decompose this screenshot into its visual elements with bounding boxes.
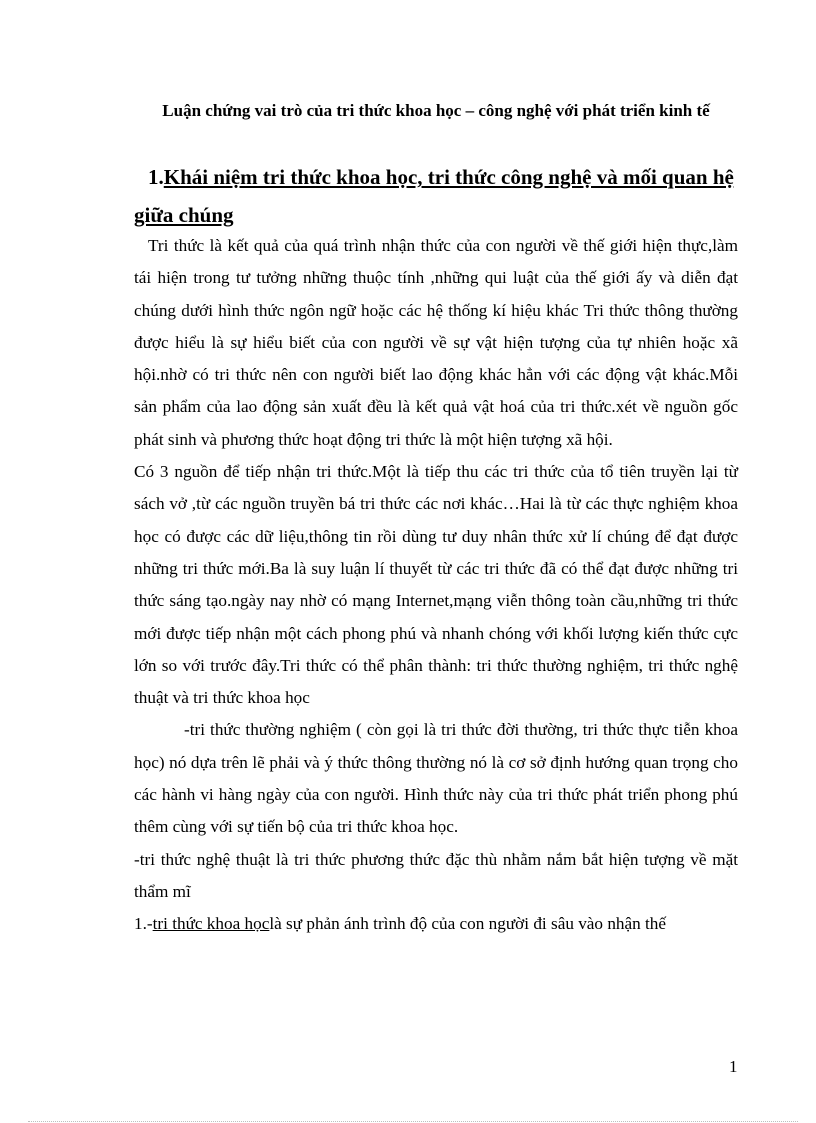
section-heading-number: 1. xyxy=(148,165,164,189)
document-title: Luận chứng vai trò của tri thức khoa học – công nghệ với phát triển kinh tế xyxy=(162,101,710,120)
paragraph-scientific-knowledge xyxy=(134,908,738,940)
paragraph-artistic-knowledge: -tri thức nghệ thuật là tri thức phương thức đặc thù nhằm nắm bắt hiện tượng về mặt thẩm mĩ xyxy=(134,849,738,901)
paragraph-knowledge-definition: Tri thức là kết quả của quá trình nhận thức của con người về thế giới hiện thực,làm tái hiện trong tư tưởng những thuộc tính ,những qui luật của thế giới ấy và diễn đạt chúng dưới hình thức ngôn ngữ hoặc các hệ thống kí hiệu khác Tri thức thông thường được hiểu là sự hiểu biết của con người về sự vật hiện tượng của tự nhiên hoặc xã hội.nhờ có tri thức nên con người biết lao động khác hẳn với các động vật khác.Mỗi sản phẩm của lao động sản xuất đều là kết quả vật hoá của tri thức.xét về nguồn gốc phát sinh và phương thức hoạt động tri thức là một hiện tượng xã hội. xyxy=(134,236,738,449)
page-number: 1 xyxy=(729,1057,738,1076)
scientific-knowledge-prefix: 1.- xyxy=(134,914,153,934)
section-heading-text: Khái niệm tri thức khoa học, tri thức công nghệ và mối quan hệ giữa chúng xyxy=(134,165,734,227)
paragraph-empirical-knowledge: -tri thức thường nghiệm ( còn gọi là tri thức đời thường, tri thức thực tiễn khoa học) nó dựa trên lẽ phải và ý thức thông thường nó là cơ sở định hướng quan trọng cho các hành vi hàng ngày của con người. Hình thức này của tri thức phát triển phong phú thêm cùng với sự tiến bộ của tri thức khoa học. xyxy=(134,720,738,837)
page-bottom-divider xyxy=(28,1121,798,1122)
document-body xyxy=(134,230,738,941)
section-heading xyxy=(134,158,774,234)
scientific-knowledge-term: tri thức khoa học xyxy=(152,914,270,934)
scientific-knowledge-text: là sự phản ánh trình độ của con người đi sâu vào nhận thế xyxy=(269,914,667,934)
paragraph-knowledge-sources: Có 3 nguồn để tiếp nhận tri thức.Một là tiếp thu các tri thức của tổ tiên truyền lại từ sách vở ,từ các nguồn truyền bá tri thức các nơi khác…Hai là từ các thực nghiệm khoa học có được các dữ liệu,thông tin rồi dùng tư duy nhân thức xử lí chúng để đạt được những tri thức mới.Ba là suy luận lí thuyết từ các tri thức đã có thể đạt được những tri thức sáng tạo.ngày nay nhờ có mạng Internet,mạng viễn thông toàn cầu,những tri thức mới được tiếp nhận một cách phong phú và nhanh chóng với khối lượng kiến thức cực lớn so với trước đây.Tri thức có thể phân thành: tri thức thường nghiệm, tri thức nghệ thuật và tri thức khoa học xyxy=(134,462,738,708)
